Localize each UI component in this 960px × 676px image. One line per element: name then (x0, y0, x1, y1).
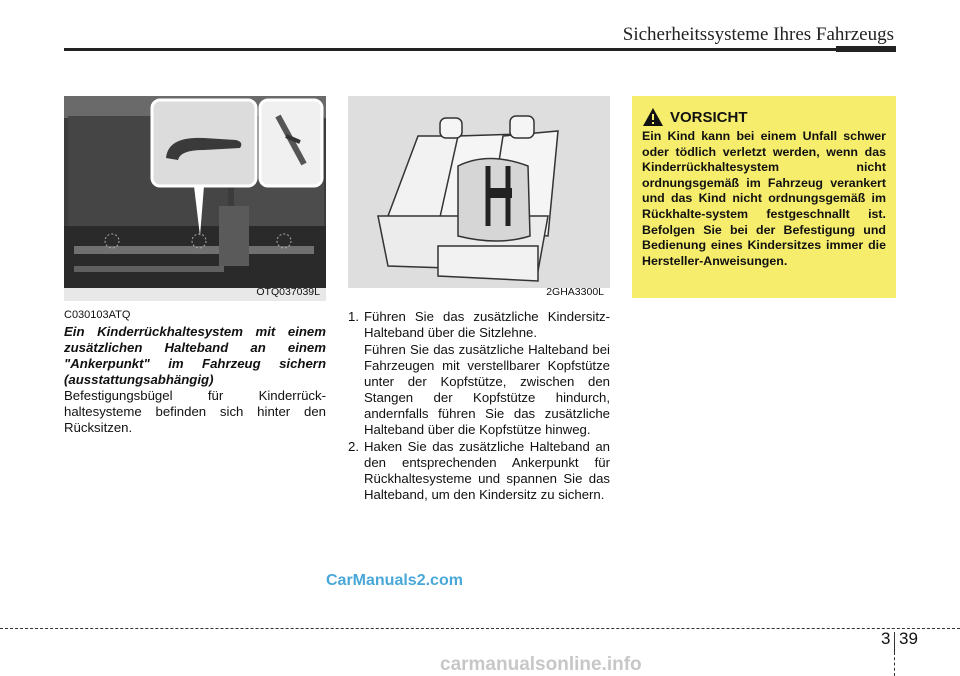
page-number: 39 (899, 629, 918, 648)
caution-header (642, 106, 886, 128)
running-header: Sicherheitssysteme Ihres Fahrzeugs (622, 24, 894, 45)
step-number: 1. (348, 309, 359, 324)
warning-triangle-icon (642, 107, 664, 127)
anchor-bracket-figure (64, 96, 326, 301)
step-item (348, 309, 610, 341)
step-text: Haken Sie das zusätzliche Halteband an den entsprechenden Ankerpunkt für Rückhaltesysteme und spannen Sie das Halteband, um den Kindersitz zu sichern. (364, 439, 610, 502)
section-title: Ein Kinderrückhaltesystem mit einem zusätzlichen Halteband an einem "Ankerpunkt" im Fahrzeug sichern (ausstattungsabhängig) (64, 324, 326, 387)
section-code: C030103ATQ (64, 309, 131, 321)
chapter-number: 3 (881, 629, 891, 648)
instruction-steps (348, 309, 610, 504)
caution-title: VORSICHT (670, 108, 748, 126)
figure-code: OTQ037039L (256, 286, 320, 298)
child-seat-illustration (348, 96, 610, 301)
step-number: 2. (348, 439, 359, 454)
step-paragraph: Führen Sie das zusätzliche Halteband bei Fahrzeugen mit verstellbarer Kopfstütze unter der Kopfstütze, zwischen den Stangen der Kopfstütze hindurch, andernfalls führen Sie das zusätzliche Halteband über die Kopfstütze hinweg. (364, 342, 610, 437)
caution-text: Ein Kind kann bei einem Unfall schwer oder tödlich verletzt werden, wenn das Kinderrückhaltesystem nicht ordnungsgemäß im Fahrzeug verankert und das Kind nicht ordnungsgemäß im Rückhalte-system festgeschnallt ist. Befolgen Sie bei der Befestigung und Bedienung eines Kindersitzes immer die Hersteller-Anweisungen. (642, 129, 886, 268)
footer-site-watermark[interactable]: carmanualsonline.info (440, 654, 642, 675)
figure-code: 2GHA3300L (546, 286, 604, 298)
rear-seat-illustration (64, 96, 326, 301)
header-rule (64, 48, 896, 51)
header-rule-end (836, 46, 896, 52)
footer-dashed-rule (0, 628, 960, 629)
caution-box (632, 96, 896, 298)
step-text: Führen Sie das zusätzliche Kindersitz-Halteband über die Sitzlehne. (364, 309, 610, 340)
child-seat-figure (348, 96, 610, 301)
page-number-separator (894, 632, 895, 652)
step-item (348, 439, 610, 503)
section-body: Befestigungsbügel für Kinderrück-haltesysteme befinden sich hinter den Rücksitzen. (64, 388, 326, 435)
watermark-link[interactable]: CarManuals2.com (326, 572, 463, 589)
footer-tick (894, 652, 895, 676)
